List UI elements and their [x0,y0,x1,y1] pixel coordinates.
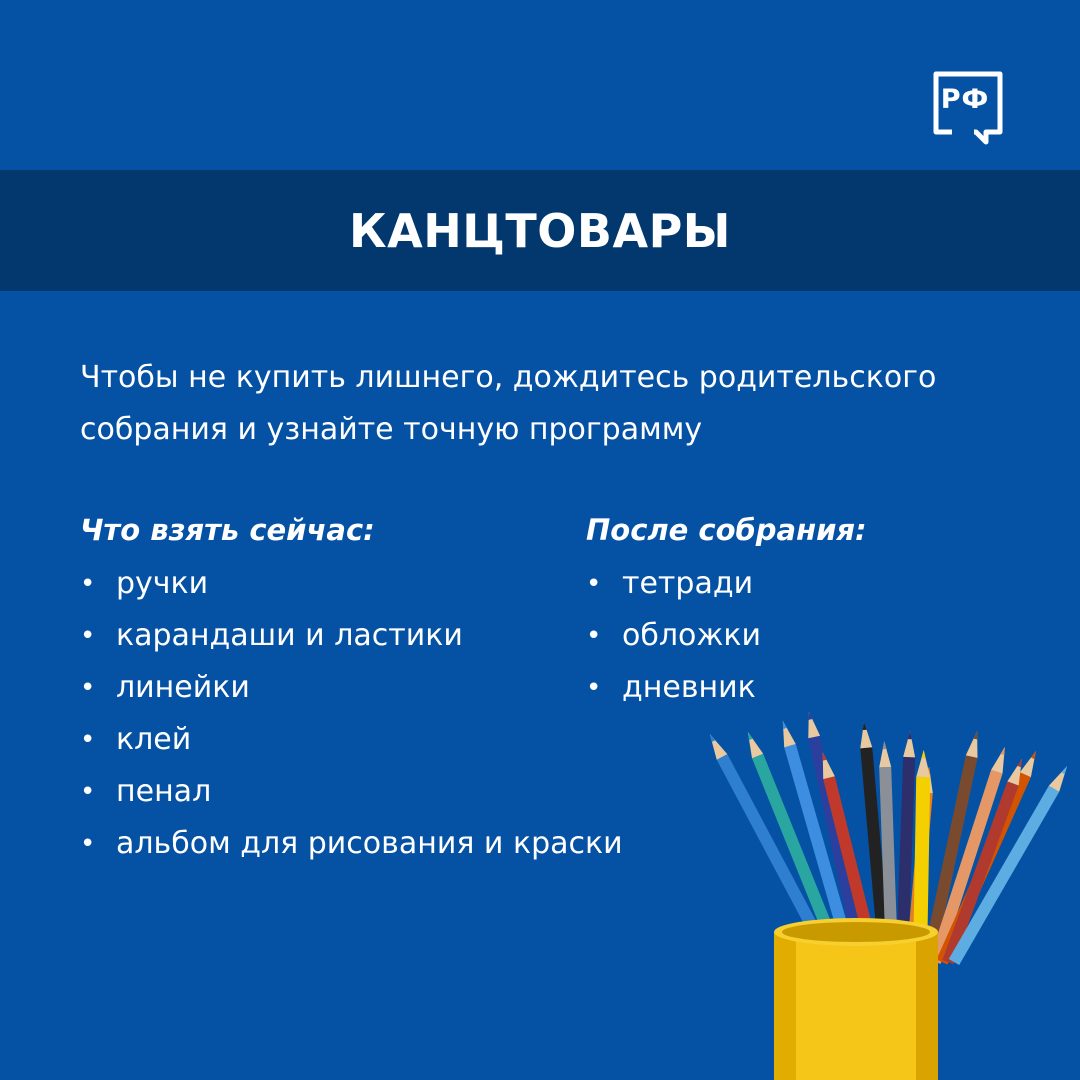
logo-text: РФ [940,84,990,115]
list-item [586,610,1026,662]
intro-text: Чтобы не купить лишнего, дождитесь родительского собрания и узнайте точную программу [80,360,937,447]
bullet-icon: • [80,621,96,651]
now-heading: Что взять сейчас: [80,513,375,547]
after-meeting-heading: После собрания: [586,513,867,547]
bullet-icon: • [586,621,602,651]
list-item [80,714,680,766]
bullet-icon: • [80,673,96,703]
list-item-label: пенал [116,774,212,809]
list-item-label: линейки [116,670,250,705]
bullet-icon: • [80,829,96,859]
bullet-icon: • [586,673,602,703]
pencils-icon [680,700,1080,1080]
list-item [80,818,680,870]
list-item [80,766,680,818]
list-item-label: обложки [622,618,762,653]
rf-logo [932,70,1004,146]
list-item-label: клей [116,722,192,757]
cup-shape [774,918,938,1080]
bullet-icon: • [80,725,96,755]
bullet-icon: • [80,569,96,599]
list-item-label: дневник [622,670,756,705]
bullet-icon: • [586,569,602,599]
title-banner [0,170,1080,291]
list-item [586,558,1026,610]
after-meeting-list [586,558,1026,714]
list-item-label: альбом для рисования и краски [116,826,623,861]
list-item-label: тетради [622,566,754,601]
list-item-label: карандаши и ластики [116,618,463,653]
list-item-label: ручки [116,566,209,601]
bullet-icon: • [80,777,96,807]
pencil-cup-illustration [680,700,1080,1080]
page-title: КАНЦТОВАРЫ [349,203,731,258]
after-meeting-column [586,506,1026,714]
